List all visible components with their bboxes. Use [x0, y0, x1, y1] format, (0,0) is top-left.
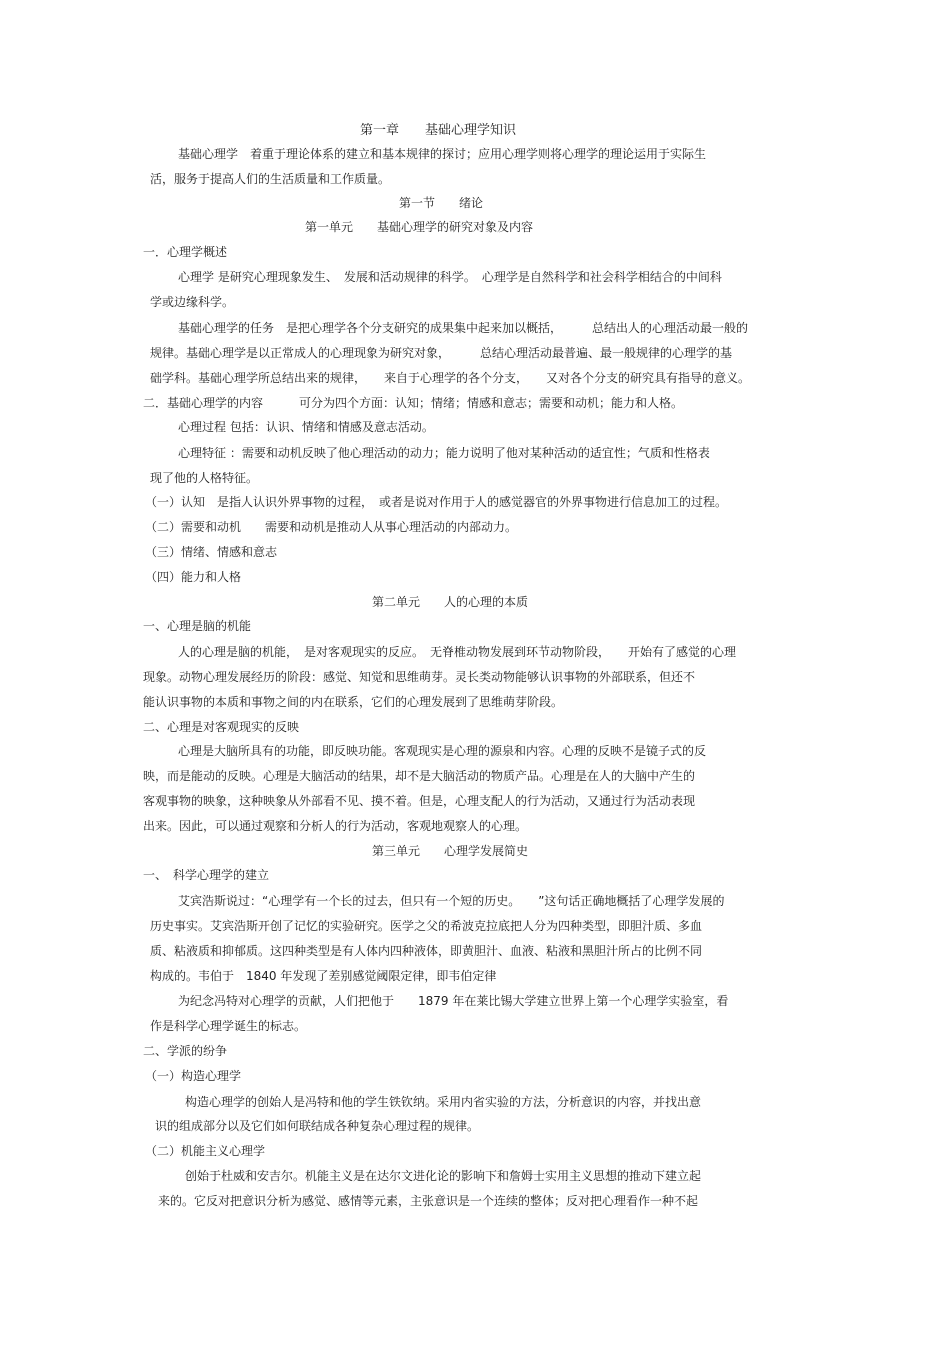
para-6-line-4: 出来。因此，可以通过观察和分析人的行为活动，客观地观察人的心理。 [143, 819, 528, 833]
para-7-line-1: 艾宾浩斯说过：“心理学有一个长的过去，但只有一个短的历史。 ”这句话正确地概括了心理学发展的 [178, 894, 725, 908]
para-9-line-2: 识的组成部分以及它们如何联结成各种复杂心理过程的规律。 [155, 1119, 480, 1133]
para-7-line-3: 质、粘液质和抑郁质。这四种类型是有人体内四种液体，即黄胆汁、血液、粘液和黑胆汁所占的比例不同 [150, 944, 703, 958]
list-item-6: （二）机能主义心理学 [145, 1144, 266, 1158]
intro-line-1: 基础心理学 着重于理论体系的建立和基本规律的探讨；应用心理学则将心理学的理论运用于实际生 [178, 147, 707, 161]
list-item-3: （三）情绪、情感和意志 [145, 545, 278, 559]
para-2-line-3: 础学科。基础心理学所总结出来的规律， 来自于心理学的各个分支， 又对各个分支的研究具有指导的意义。 [150, 371, 751, 385]
heading-6: 二、学派的纷争 [143, 1044, 228, 1058]
intro-line-2: 活，服务于提高人们的生活质量和工作质量。 [150, 172, 391, 186]
heading-2: 二．基础心理学的内容 可分为四个方面：认知；情绪；情感和意志；需要和动机；能力和人格。 [143, 396, 684, 410]
para-1-line-2: 学或边缘科学。 [150, 295, 235, 309]
unit-2-title: 第二单元 人的心理的本质 [372, 595, 529, 609]
para-2-line-2: 规律。基础心理学是以正常成人的心理现象为研究对象， 总结心理活动最普遍、最一般规律的心理学的基 [150, 346, 733, 360]
list-item-1: （一）认知 是指人认识外界事物的过程， 或者是说对作用于人的感觉器官的外界事物进行信息加工的过程。 [145, 495, 728, 509]
unit-3-title: 第三单元 心理学发展简史 [372, 844, 529, 858]
para-3: 心理过程 包括：认识、情绪和情感及意志活动。 [178, 420, 434, 434]
list-item-5: （一）构造心理学 [145, 1069, 242, 1083]
heading-4: 二、心理是对客观现实的反映 [143, 720, 300, 734]
unit-1-title: 第一单元 基础心理学的研究对象及内容 [305, 220, 534, 234]
list-item-2: （二）需要和动机 需要和动机是推动人从事心理活动的内部动力。 [145, 520, 518, 534]
list-item-4: （四）能力和人格 [145, 570, 242, 584]
para-6-line-2: 映，而是能动的反映。心理是大脑活动的结果，却不是大脑活动的物质产品。心理是在人的大脑中产生的 [143, 769, 696, 783]
para-8-line-1: 为纪念冯特对心理学的贡献，人们把他于 1879 年在莱比锡大学建立世界上第一个心理学实验室，看 [178, 994, 729, 1008]
para-4-line-2: 现了他的人格特征。 [150, 471, 259, 485]
para-5-line-2: 现象。动物心理发展经历的阶段：感觉、知觉和思维萌芽。灵长类动物能够认识事物的外部联系，但还不 [143, 670, 696, 684]
para-5-line-1: 人的心理是脑的机能， 是对客观现实的反应。 无脊椎动物发展到环节动物阶段， 开始有了感觉的心理 [178, 645, 737, 659]
heading-5: 一、 科学心理学的建立 [143, 868, 270, 882]
para-6-line-3: 客观事物的映象，这种映象从外部看不见、摸不着。但是，心理支配人的行为活动，又通过行为活动表现 [143, 794, 696, 808]
para-6-line-1: 心理是大脑所具有的功能，即反映功能。客观现实是心理的源泉和内容。心理的反映不是镜子式的反 [178, 744, 707, 758]
heading-3: 一、心理是脑的机能 [143, 619, 252, 633]
para-4-line-1: 心理特征 ：需要和动机反映了他心理活动的动力；能力说明了他对某种活动的适宜性；气质和性格表 [178, 446, 710, 460]
para-5-line-3: 能认识事物的本质和事物之间的内在联系，它们的心理发展到了思维萌芽阶段。 [143, 695, 564, 709]
para-9-line-1: 构造心理学的创始人是冯特和他的学生铁钦纳。采用内省实验的方法，分析意识的内容，并找出意 [185, 1095, 702, 1109]
section-title: 第一节 绪论 [399, 196, 484, 210]
para-7-line-2: 历史事实。艾宾浩斯开创了记忆的实验研究。医学之父的希波克拉底把人分为四种类型，即胆汁质、多血 [150, 919, 703, 933]
heading-1: 一．心理学概述 [143, 245, 228, 259]
para-7-line-4: 构成的。韦伯于 1840 年发现了差别感觉阈限定律，即韦伯定律 [150, 969, 497, 983]
para-2-line-1: 基础心理学的任务 是把心理学各个分支研究的成果集中起来加以概括， 总结出人的心理活动最一般的 [178, 321, 749, 335]
para-8-line-2: 作是科学心理学诞生的标志。 [150, 1019, 307, 1033]
chapter-title: 第一章 基础心理学知识 [360, 123, 517, 138]
para-1-line-1: 心理学 是研究心理现象发生、 发展和活动规律的科学。 心理学是自然科学和社会科学相结合的中间科 [178, 270, 722, 284]
para-10-line-1: 创始于杜威和安吉尔。机能主义是在达尔文进化论的影响下和詹姆士实用主义思想的推动下建立起 [185, 1169, 702, 1183]
para-10-line-2: 来的。它反对把意识分析为感觉、感情等元素，主张意识是一个连续的整体；反对把心理看作一种不起 [158, 1194, 699, 1208]
